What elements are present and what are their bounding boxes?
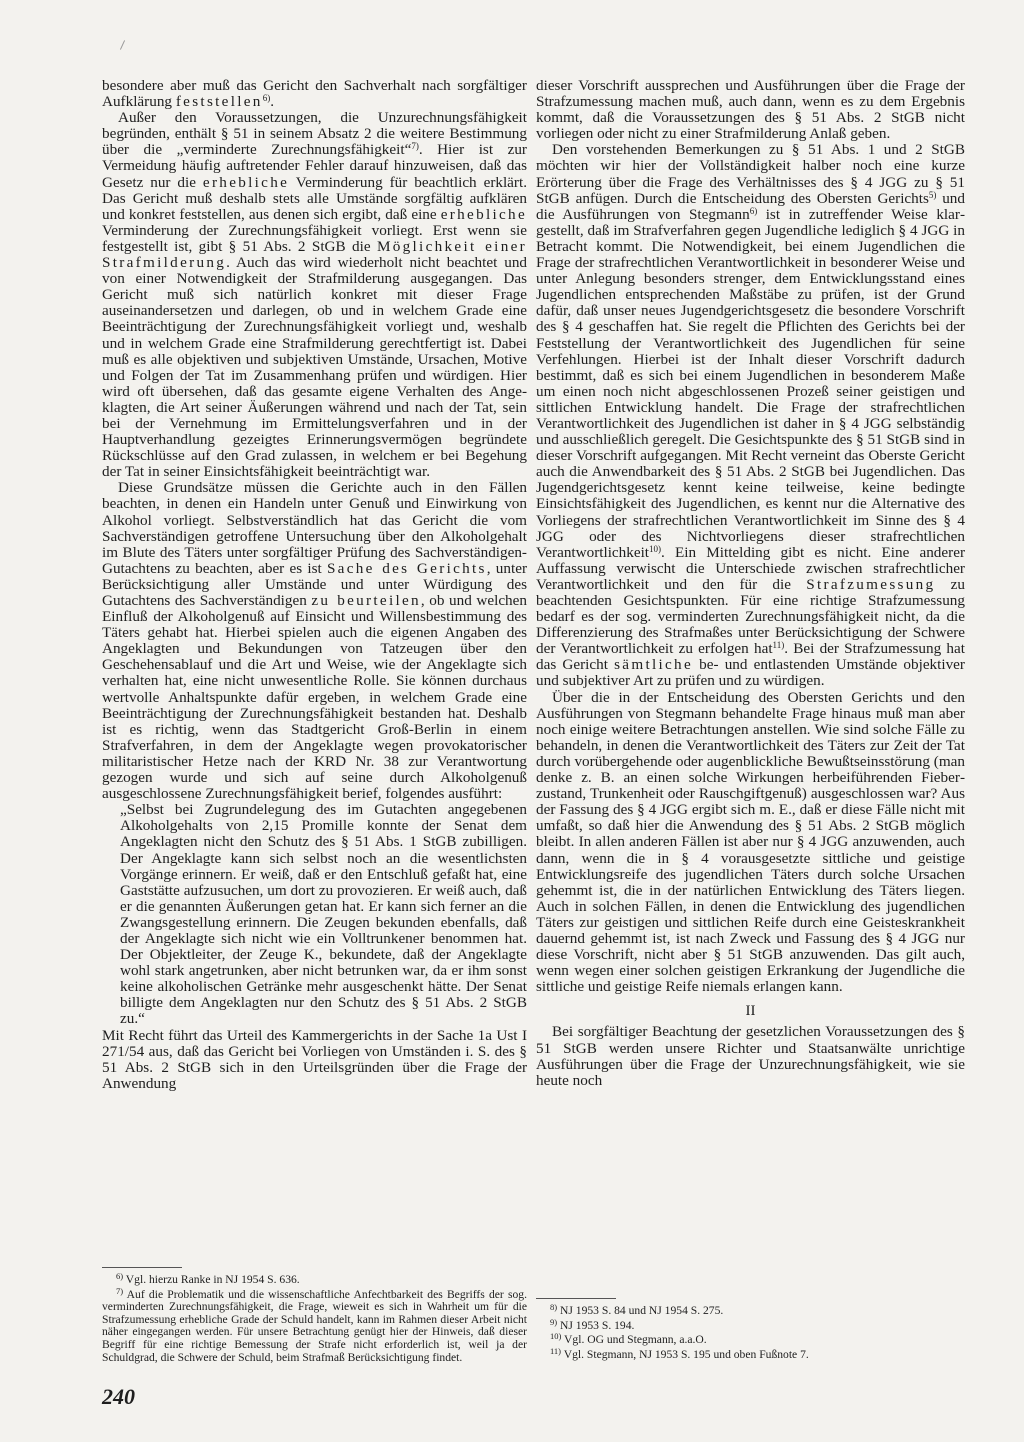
- paragraph: dieser Vorschrift aussprechen und Ausführungen über die Frage der Strafzumessung machen muß, auch dann, wenn es zu dem Ergebnis kommt, daß die Voraussetzungen des § 51 Abs. 2 StGB nicht vorliegen oder nicht zu einer Strafmilderung Anlaß geben.: [536, 77, 965, 143]
- footnote: $^{9)}$ NJ 1953 S. 194.: [550, 1316, 635, 1332]
- paragraph: Außer den Voraussetzungen, die Unzurechnungsfähigkeit begründen, enthält § 51 in seinem Absatz 2 die weitere Bestimmung über die „verminderte Zurechnungsfähigkeit“$^{7)}$. Hier ist zur Vermeidung häufig auftretender Fehler darauf hinzuweisen, daß das Gesetz nur die erhebliche Verminderung für beachtlich erklärt. Das Gericht muß deshalb stets alle Umstände sorgfältig aufklären und konkret feststellen, aus denen sich ergibt, daß eine erhebliche Verminderung der Zurechnungsfähigkeit vorliegt. Erst wenn sie festgestellt ist, gibt § 51 Abs. 2 StGB die Möglichkeit einer Strafmilderung. Auch das wird wiederholt nicht beachtet und von einer Notwendigkeit der Strafmilderung ausgegangen. Das Gericht muß sich natürlich konkret mit dieser Frage auseinandersetzen und darlegen, ob und in welchem Grade eine Beeinträchtigung der Zurechnungsfähigkeit vorliegt und, weshalb und in welchem Grade eine Strafmilderung gerechtfertigt ist. Dabei muß es alle objektiven und subjektiven Umstände, Ursachen, Motive und Folgen der Tat im Zusammenhang prüfen und würdigen. Hier wird oft übersehen, daß das gesamte eigene Verhalten des Angeklagten, die Art seiner Äußerungen während und nach der Tat, sein bei der Vernehmung im Ermittelungsverfahren und in der Hauptverhandlung gezeigtes Erinnerungsvermögen begründete Rückschlüsse auf den Grad zulassen, in welchem er bei Begehung der Tat in seiner Einsichtsfähigkeit beeinträchtigt war.: [102, 109, 527, 481]
- footnote: $^{6)}$ Vgl. hierzu Ranke in NJ 1954 S. 636.: [116, 1271, 300, 1286]
- footnote: $^{11)}$ Vgl. Stegmann, NJ 1953 S. 195 und oben Fußnote 7.: [550, 1345, 809, 1361]
- footnote: $^{7)}$ Auf die Problematik und die wissenschaftliche Anfechtbarkeit des Begriffs der sog. verminderten Zurechnungsfähigkeit, die Frage, wieweit es sich in Wahrheit um für die Strafzumessung erhebliche Grade der Schuld handelt, kann im Rahmen dieser Arbeit nicht näher eingegangen werden. Für unsere Betrachtung genügt hier der Hinweis, daß dieser Begriff für eine richtige Bemessung der Strafe nicht erforderlich ist, weil ja der Schuldgrad, die Schwere der Schuld, beim Strafmaß Berücksichtigung findet.: [102, 1285, 527, 1364]
- footnote-rule: [536, 1298, 616, 1299]
- paragraph: Mit Recht führt das Urteil des Kammergerichts in der Sache 1a Ust I 271/54 aus, daß das Gericht bei Vorliegen von Umständen i. S. des § 51 Abs. 2 StGB sich in den Urteilsgründen über die Frage der Anwendung: [102, 1026, 527, 1092]
- footnotes-right: [536, 1298, 965, 1363]
- left-column: [102, 78, 527, 1092]
- right-column: [536, 78, 965, 1089]
- block-quote: „Selbst bei Zugrundelegung des im Gutachten angegebenen Alkoholgehalts von 2,15 Promille konnte der Senat dem Angeklagten nicht den Schutz des § 51 Abs. 1 StGB zubilligen. Der Angeklagte kann sich selbst noch an die wesentlichsten Vorgänge erinnern. Er weiß, daß er den Entschluß gefaßt hat, eine Gaststätte aufzusuchen, um dort zu provozieren. Er weiß auch, daß er die genannten Äußerungen getan hat. Er kann sich ferner an die Zwangsgestellung erinnern. Die Zeugen bekunden ebenfalls, daß der Angeklagte sich nicht wie ein Volltrunkener benommen hat. Der Objektleiter, der Zeuge K., bekundete, daß der Angeklagte wohl stark angetrunken, aber nicht betrunken war, da er ihm sonst keine alkoholischen Getränke mehr ausgeschenkt hätte. Der Senat billigte dem Angeklagten nur den Schutz des § 51 Abs. 2 StGB zu.“: [120, 801, 527, 1028]
- footnote: $^{8)}$ NJ 1953 S. 84 und NJ 1954 S. 275.: [550, 1302, 724, 1317]
- footnote-rule: [102, 1267, 182, 1268]
- footnotes-left: [102, 1267, 527, 1366]
- paragraph: Diese Grundsätze müssen die Gerichte auch in den Fällen beachten, in denen ein Handeln unter Genuß und Einwirkung von Alkohol vorliegt. Selbstverständlich hat das Gericht die vom Sachverständigen getroffene Untersuchung über den Alkoholgehalt im Blute des Täters unter sorgfältiger Prüfung des Sachverständigen-Gutachtens zu beachten, aber es ist Sache des Gerichts, unter Berücksichtigung aller Umstände und unter Würdigung des Gutachtens des Sachverständigen zu beurteilen, ob und welchen Einfluß der Alkoholgenuß auf Einsicht und Willensbestimmung des Täters gehabt hat. Hierbei spielen auch die eigenen Angaben des Angeklagten und Bekundungen von Tatzeugen über den Geschehensablauf und die Art und Weise, wie der Angeklagte sich verhalten hat, eine nicht unwesentliche Rolle. Sie können durchaus wertvolle Anhaltspunkte dafür ergeben, in welchem Grade eine Beeinträchtigung der Zurechnungsfähigkeit bestanden hat. Deshalb ist es richtig, wenn das Stadtgericht Groß-Berlin in einem Strafverfahren, in dem der Angeklagte wegen provokatorischer militaristischer Hetze nach der KRD Nr. 38 zur Verantwortung gezogen wurde und sich auf seine durch Alkoholgenuß ausgeschlossene Zurechnungsfähigkeit berief, folgendes ausführt:: [102, 479, 527, 803]
- paragraph: Bei sorgfältiger Beachtung der gesetzlichen Voraussetzungen des § 51 StGB werden unsere Richter und Staatsanwälte unrichtige Ausführungen über die Frage der Unzurechnungsfähigkeit, wie sie heute noch: [536, 1023, 965, 1089]
- scan-speck: [120, 40, 125, 49]
- paragraph: Über die in der Entscheidung des Obersten Gerichts und den Ausführungen von Stegmann behandelte Frage hinaus muß man aber noch einige weitere Betrachtungen anstellen. Wie sind solche Fälle zu behandeln, in denen die Verantwortlichkeit des Täters zur Zeit der Tat durch vorübergehende oder augenblickliche Bewußtseinsstörung (man denke z. B. an einen solche Wirkungen herbeiführenden Fieberzustand, Trunkenheit oder Rauschgiftgenuß) ausgeschlossen war? Aus der Fassung des § 4 JGG ergibt sich m. E., daß er diese Fälle nicht mit umfaßt, so daß hier die Anwendung des § 51 Abs. 2 StGB möglich bleibt. In allen anderen Fällen ist aber nur § 4 JGG anzuwenden, auch dann, wenn die in § 4 vorausgesetzte sittliche und geistige Entwicklungsreife des jugendlichen Täters durch solche Ursachen gehemmt ist, die in der natürlichen Entwicklung des Täters liegen. Auch in solchen Fällen, in denen die Entwicklung des jugendlichen Täters zur geistigen und sittlichen Reife durch eine Geisteskrankheit dauernd gehemmt ist, ist nach Zweck und Fassung des § 4 JGG nur diese Vorschrift, nicht aber § 51 StGB anzuwenden. Das gilt auch, wenn wegen einer solchen geistigen Erkrankung der Jugendliche die sittliche und geistige Reife niemals erlangen kann.: [536, 688, 965, 996]
- paragraph: besondere aber muß das Gericht den Sachverhalt nach sorgfältiger Aufklärung feststellen$^{6)}$.: [102, 77, 527, 111]
- footnote: $^{10)}$ Vgl. OG und Stegmann, a.a.O.: [550, 1331, 707, 1347]
- section-heading: II: [745, 1003, 756, 1020]
- page-number: 240: [102, 1384, 135, 1409]
- paragraph: Den vorstehenden Bemerkungen zu § 51 Abs. 1 und 2 StGB möchten wir hier der Vollständigkeit halber noch eine kurze Erörterung über die Frage des Verhältnisses des § 4 JGG zu § 51 StGB anfügen. Durch die Entscheidung des Obersten Gerichts$^{5)}$ und die Ausführungen von Stegmann$^{6)}$ ist in zutreffender Weise klargestellt, daß im Strafverfahren gegen Jugendliche lediglich § 4 JGG in Betracht kommt. Die Notwendigkeit, bei einem Jugendlichen die Frage der strafrechtlichen Verantwortlichkeit in besonderer Weise und unter Anlegung besonders strenger, dem Entwicklungsstand eines Jugendlichen entsprechenden Maßstäbe zu prüfen, ist der Grund dafür, daß unser neues Jugendgerichtsgesetz die besondere Vorschrift des § 4 geschaffen hat. Sie regelt die Pflichten des Gerichts bei der Feststellung der Verantwortlichkeit des Jugendlichen für seine Verfehlungen. Hierbei ist der Inhalt dieser Vorschrift dadurch bestimmt, daß es sich bei einem Jugendlichen in besonderem Maße um einen noch nicht abgeschlossenen Prozeß seiner geistigen und sittlichen Entwicklung handelt. Die Frage der strafrechtlichen Verantwortlichkeit des Jugendlichen ist daher in § 4 JGG selbständig und ausschließlich geregelt. Die Gesichtspunkte des § 51 StGB sind in dieser Vorschrift aufgegangen. Mit Recht verneint das Oberste Gericht auch die Anwendbarkeit des § 51 Abs. 2 StGB bei Jugendlichen. Das Jugendgerichtsgesetz kennt keine teilweise, keine bedingte Einsichtsfähigkeit des Jugendlichen, es kennt nur die Alternative des Vorliegens der strafrechtlichen Verantwortlichkeit im Sinne des § 4 JGG oder des Nichtvorliegens dieser strafrechtlichen Verantwortlichkeit$^{10)}$. Ein Mittelding gibt es nicht. Eine anderer Auffassung verwischt die Unterschiede zwischen strafrechtlicher Verantwortlichkeit und den für die Strafzumessung zu beachtenden Gesichtspunkten. Für eine richtige Strafzumessung bedarf es der sog. verminderten Zurechnungsfähigkeit nicht, da die Differenzierung des Strafmaßes unter Berücksichtigung der Schwere der Verantwortlichkeit zu erfolgen hat$^{11)}$. Bei der Strafzumessung hat das Gericht sämtliche be- und entlastenden Umstände objektiver und subjektiver Art zu prüfen und zu würdigen.: [536, 141, 965, 690]
